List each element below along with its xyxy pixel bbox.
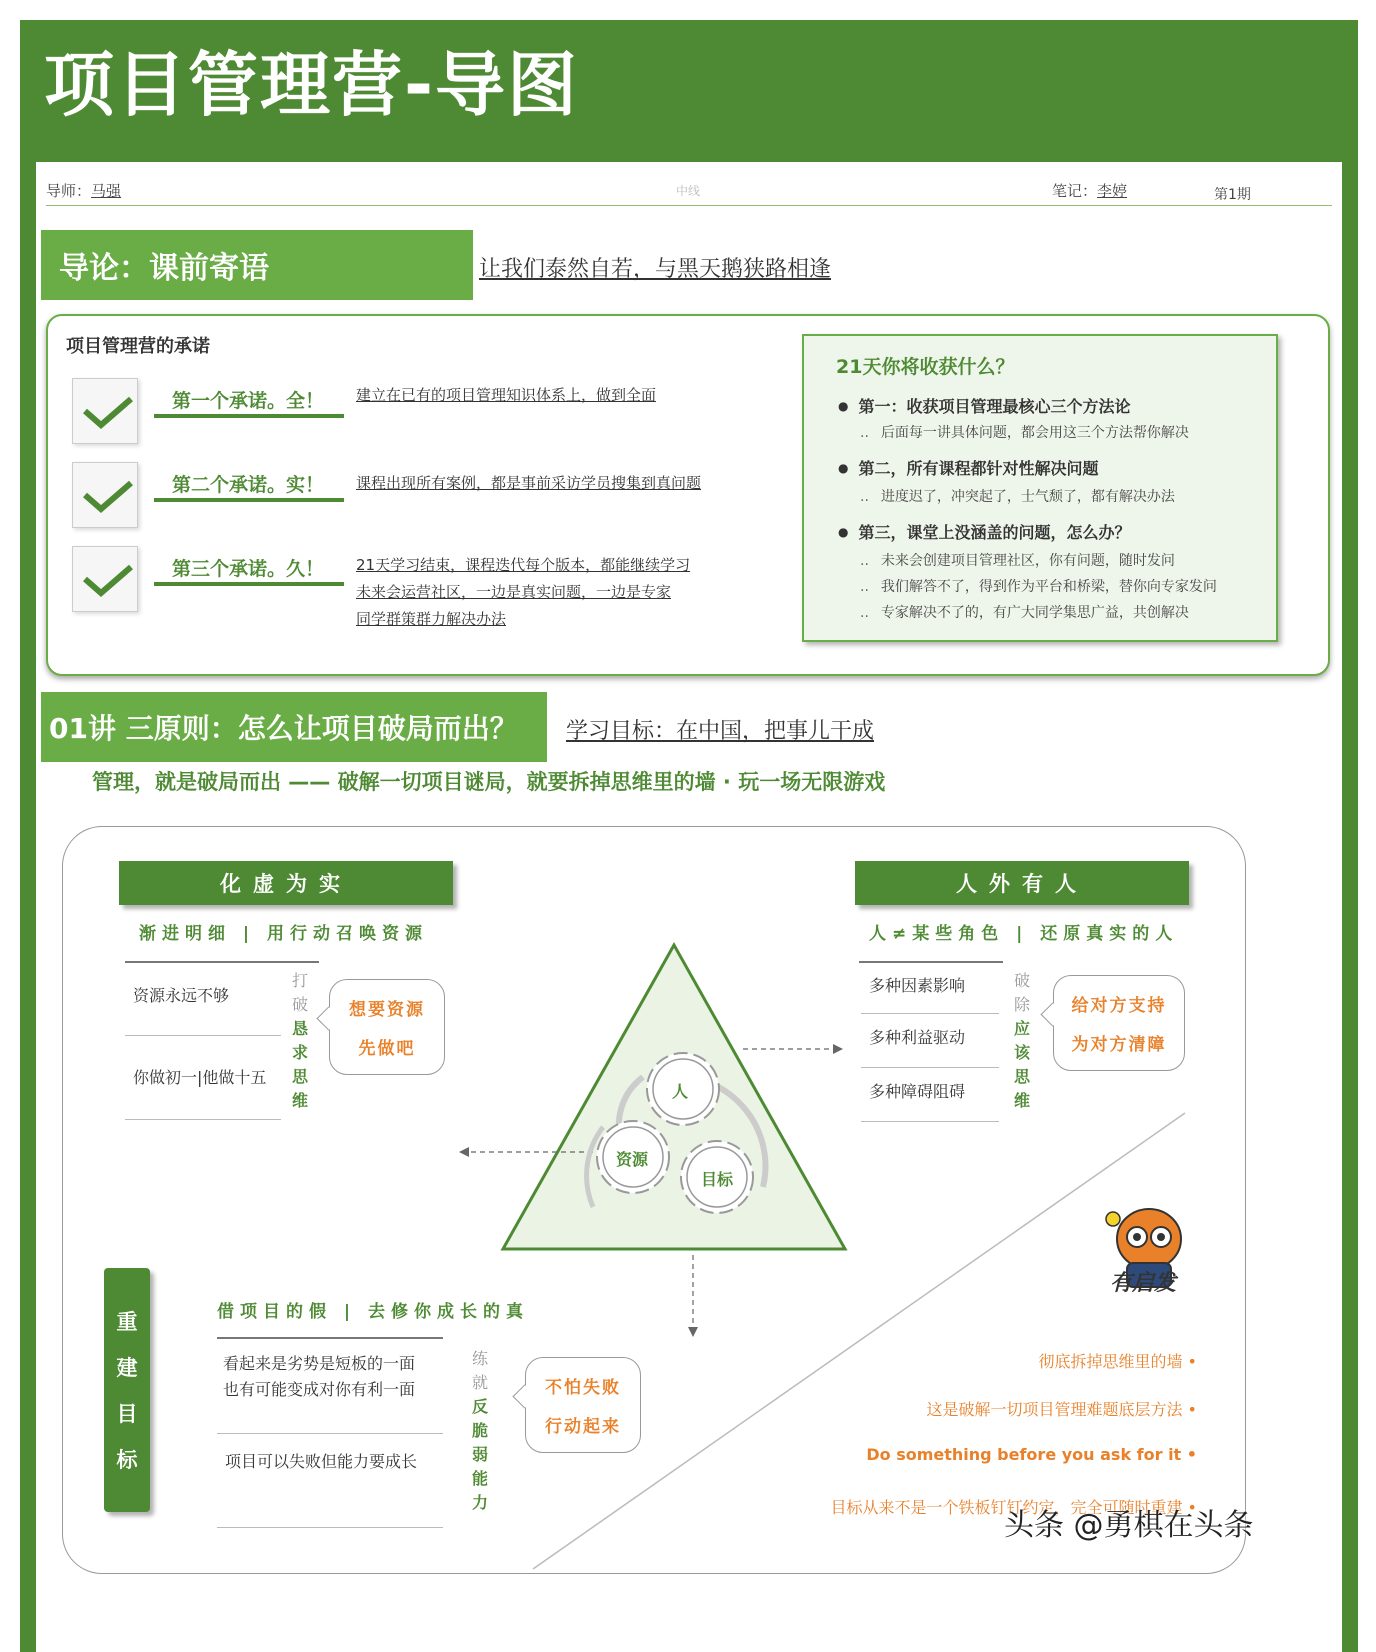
left-subtitle: 渐进明细 | 用行动召唤资源 [139,924,429,944]
right-row-3: 多种障碍阻碍 [869,1082,966,1101]
promise-label-1: 第一个承诺。全！ [172,390,325,412]
intro-heading: 导论：课前寄语 [41,230,473,300]
promise-underline [154,582,344,586]
lecture-subtitle: 学习目标：在中国，把事儿干成 [566,719,875,744]
divider [861,1067,999,1068]
page-title: 项目管理营-导图 [44,44,580,126]
takeaway-2: 这是破解一切项目管理难题底层方法 • [926,1397,1197,1420]
promise-desc-2: 课程出现所有案例，都是事前采访学员搜集到真问题 [356,474,702,492]
takeaway-1: 彻底拆掉思维里的墙 • [1038,1349,1197,1372]
gain-sub: .. 未来会创建项目管理社区，你有问题，随时发问 [860,550,1175,570]
takeaway-3: Do something before you ask for it • [866,1445,1197,1464]
lecture-heading: 01讲 三原则：怎么让项目破局而出？ [41,692,547,762]
right-bubble: 给对方支持 为对方清障 [1053,975,1185,1071]
check-icon [72,462,138,528]
gain-sub: .. 后面每一讲具体问题，都会用这三个方法帮你解决 [860,422,1189,442]
promise-title: 项目管理营的承诺 [66,336,210,357]
center-mark: 中线 [676,184,701,198]
divider [125,1035,281,1036]
bottom-row-2: 也有可能变成对你有利一面 [223,1380,416,1399]
right-row-1: 多种因素影响 [869,976,966,995]
divider [859,961,1003,963]
promise-desc-3a: 21天学习结束，课程迭代每个版本，都能继续学习 [356,556,691,574]
divider [125,1119,281,1120]
meta-divider [46,205,1332,206]
promise-label-2: 第二个承诺。实！ [172,474,325,496]
bottom-row-1: 看起来是劣势是短板的一面 [223,1354,416,1373]
takeaway-4: 目标从来不是一个铁板钉钉约定，完全可随时重建 • [830,1495,1197,1518]
issue-number: 第1期 [1214,187,1251,203]
right-vertical-text: 破 除 应 该 思 维 [1013,971,1030,1110]
tab-left: 化虚为实 [119,861,453,905]
gain-sub: .. 我们解答不了，得到作为平台和桥梁，替你向专家发问 [860,576,1217,596]
gains-panel [802,334,1278,642]
gain-item: ● 第三，课堂上没涵盖的问题，怎么办？ [838,520,1131,543]
tab-right: 人外有人 [855,861,1189,905]
check-icon [72,546,138,612]
watermark: 头条 @勇棋在头条 [1004,1508,1254,1543]
promise-label-3: 第三个承诺。久！ [172,558,325,580]
divider [217,1337,443,1339]
left-row-2: 你做初一|他做十五 [133,1068,267,1087]
mentor-name: 马强 [91,182,122,200]
right-subtitle: 人≠某些角色 | 还原真实的人 [869,924,1179,944]
right-row-2: 多种利益驱动 [869,1028,966,1047]
divider [861,1121,999,1122]
promise-desc-3b: 未来会运营社区，一边是真实问题，一边是专家 [356,583,672,601]
divider [217,1433,443,1434]
gear-label-resource: 资源 [616,1150,649,1169]
gear-label-goal: 目标 [701,1170,734,1189]
divider [125,961,319,963]
bottom-bubble: 不怕失败 行动起来 [525,1357,641,1453]
bottom-subtitle: 借项目的假 | 去修你成长的真 [217,1302,530,1322]
promise-desc-3c: 同学群策群力解决办法 [356,610,507,628]
divider [861,1013,999,1014]
intro-subtitle: 让我们泰然自若，与黑天鹅狭路相逢 [479,257,832,282]
promise-box [46,314,1330,676]
lecture-slogan: 管理，就是破局而出 —— 破解一切项目谜局，就要拆掉思维里的墙 · 玩一场无限游戏 [92,770,886,794]
promise-underline [154,414,344,418]
note-taker-name: 李婷 [1097,182,1128,200]
bottom-vertical-text: 练 就 反 脆 弱 能 力 [471,1349,488,1512]
gain-item: ● 第二，所有课程都针对性解决问题 [838,456,1099,479]
promise-desc-1: 建立在已有的项目管理知识体系上，做到全面 [356,386,657,404]
gain-sub: .. 进度迟了，冲突起了，士气颓了，都有解决办法 [860,486,1175,506]
mascot-caption: 有启发 [1110,1271,1177,1296]
promise-underline [154,498,344,502]
left-row-1: 资源永远不够 [133,986,230,1005]
tab-rebuild-goal: 重 建 目 标 [104,1268,150,1512]
mentor: 导师：马强 [46,182,122,200]
page-frame [20,20,1358,1652]
gear-label-people: 人 [672,1082,689,1101]
note-taker: 笔记：李婷 [1052,182,1128,200]
left-bubble: 想要资源 先做吧 [329,979,445,1075]
gain-sub: .. 专家解决不了的，有广大同学集思广益，共创解决 [860,602,1189,622]
gains-title: 21天你将收获什么？ [836,356,1015,378]
check-icon [72,378,138,444]
divider [217,1527,443,1528]
gain-item: ● 第一：收获项目管理最核心三个方法论 [838,394,1131,417]
principles-diagram [62,826,1246,1574]
left-vertical-text: 打 破 恳 求 思 维 [291,971,308,1110]
bottom-row-3: 项目可以失败但能力要成长 [225,1452,418,1471]
